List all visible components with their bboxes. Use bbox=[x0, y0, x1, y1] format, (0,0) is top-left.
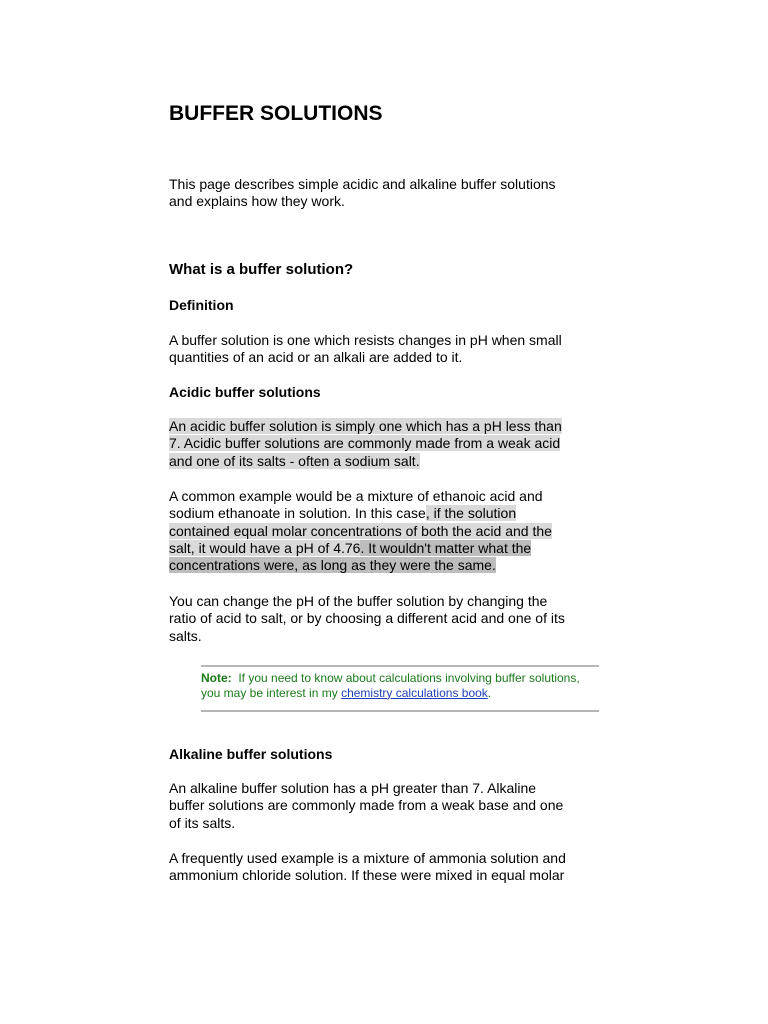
alkaline-p1-line: of its salts. bbox=[169, 814, 236, 831]
highlighted-text: 7. Acidic buffer solutions are commonly made from a weak acid bbox=[169, 435, 561, 452]
alkaline-p1-line: An alkaline buffer solution has a pH greater than 7. Alkaline bbox=[169, 780, 537, 796]
intro-line: This page describes simple acidic and alkaline buffer solutions bbox=[169, 176, 556, 192]
section-heading-what-is-buffer: What is a buffer solution? bbox=[169, 261, 354, 278]
page-title: BUFFER SOLUTIONS bbox=[169, 102, 383, 125]
alkaline-paragraph-2 bbox=[169, 850, 609, 885]
definition-paragraph bbox=[169, 332, 609, 367]
highlighted-text: contained equal molar concentrations of both the acid and the bbox=[169, 522, 552, 539]
highlighted-text-dark: . It wouldn't matter what the bbox=[360, 539, 532, 556]
highlighted-text: salt, it would have a pH of 4.76 bbox=[169, 539, 361, 556]
acidic-paragraph-3 bbox=[169, 593, 609, 645]
highlighted-text-dark: concentrations were, as long as they were the same. bbox=[169, 557, 496, 574]
acidic-p2-line: A common example would be a mixture of ethanoic acid and bbox=[169, 488, 543, 504]
acidic-paragraph-1 bbox=[169, 418, 609, 470]
alkaline-buffer-heading: Alkaline buffer solutions bbox=[169, 746, 333, 762]
note-box bbox=[201, 665, 599, 712]
note-text: . bbox=[487, 685, 492, 700]
acidic-buffer-heading: Acidic buffer solutions bbox=[169, 384, 321, 400]
chemistry-calculations-book-link[interactable]: chemistry calculations book bbox=[341, 685, 488, 700]
acidic-paragraph-2 bbox=[169, 488, 609, 574]
note-text: you may be interest in my bbox=[201, 685, 342, 700]
note-label: Note: bbox=[201, 671, 232, 685]
note-text: If you need to know about calculations involving buffer solutions, bbox=[238, 671, 580, 685]
alkaline-p1-line: buffer solutions are commonly made from a weak base and one bbox=[169, 797, 564, 814]
acidic-p3-line: You can change the pH of the buffer solution by changing the bbox=[169, 593, 548, 609]
alkaline-p2-line: A frequently used example is a mixture of ammonia solution and bbox=[169, 850, 566, 866]
intro-paragraph bbox=[169, 176, 609, 211]
highlighted-text: and one of its salts - often a sodium salt. bbox=[169, 452, 420, 469]
acidic-p3-line: salts. bbox=[169, 627, 202, 644]
highlighted-text: , if the solution bbox=[425, 505, 517, 522]
alkaline-p2-line: ammonium chloride solution. If these were mixed in equal molar bbox=[169, 867, 565, 884]
definition-line: A buffer solution is one which resists changes in pH when small bbox=[169, 332, 562, 348]
intro-line: and explains how they work. bbox=[169, 193, 345, 210]
alkaline-paragraph-1 bbox=[169, 780, 609, 832]
highlighted-text: An acidic buffer solution is simply one which has a pH less than bbox=[169, 418, 562, 434]
acidic-p2-text: sodium ethanoate in solution. In this case bbox=[169, 505, 426, 522]
acidic-p3-line: ratio of acid to salt, or by choosing a different acid and one of its bbox=[169, 610, 565, 627]
definition-heading: Definition bbox=[169, 297, 234, 313]
definition-line: quantities of an acid or an alkali are added to it. bbox=[169, 349, 463, 366]
